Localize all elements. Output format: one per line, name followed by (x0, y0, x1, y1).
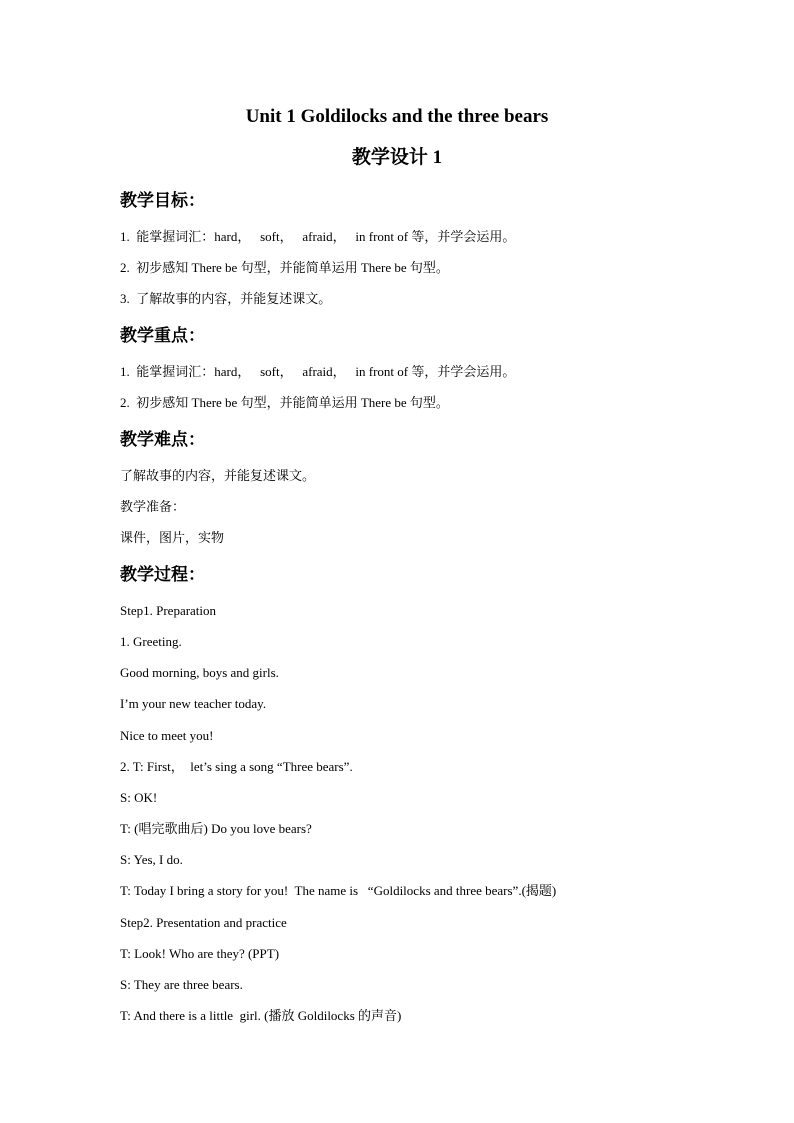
process-heading: 教学过程： (120, 565, 205, 584)
key-point-item: 1. 能掌握词汇：hard， soft， afraid， in front of 等，并学会运用。 (120, 364, 516, 379)
process-line: S: Yes, I do. (120, 852, 183, 867)
process-line: Step1. Preparation (120, 603, 217, 618)
difficulties-text: 了解故事的内容，并能复述课文。 (120, 468, 316, 483)
process-line: Good morning, boys and girls. (120, 665, 279, 680)
key-points-heading: 教学重点： (120, 326, 205, 345)
process-line: S: OK! (120, 790, 158, 805)
process-line: 2. T: First， let’s sing a song “Three bears”. (120, 759, 353, 774)
key-point-item: 2. 初步感知 There be 句型，并能简单运用 There be 句型。 (120, 395, 449, 410)
process-line: T: And there is a little girl. (播放 Goldilocks 的声音) (120, 1008, 402, 1023)
process-line: T: (唱完歌曲后) Do you love bears? (120, 821, 312, 836)
objective-item: 3. 了解故事的内容，并能复述课文。 (120, 291, 332, 306)
process-line: Nice to meet you! (120, 728, 214, 743)
objective-item: 1. 能掌握词汇：hard， soft， afraid， in front of 等，并学会运用。 (120, 229, 516, 244)
process-line: I’m your new teacher today. (120, 696, 267, 711)
document-title: Unit 1 Goldilocks and the three bears (245, 106, 549, 127)
difficulties-heading: 教学难点： (120, 430, 205, 449)
document-subtitle: 教学设计 1 (351, 147, 443, 168)
process-line: S: They are three bears. (120, 977, 243, 992)
process-line: T: Look! Who are they? (PPT) (120, 946, 280, 961)
preparation-text: 课件，图片，实物 (120, 530, 225, 545)
preparation-label: 教学准备： (120, 499, 186, 514)
process-line: Step2. Presentation and practice (120, 915, 287, 930)
objective-item: 2. 初步感知 There be 句型，并能简单运用 There be 句型。 (120, 260, 449, 275)
process-line: 1. Greeting. (120, 634, 182, 649)
objectives-heading: 教学目标： (120, 191, 205, 210)
process-line: T: Today I bring a story for you! The name is “Goldilocks and three bears”.(揭题) (120, 883, 557, 898)
